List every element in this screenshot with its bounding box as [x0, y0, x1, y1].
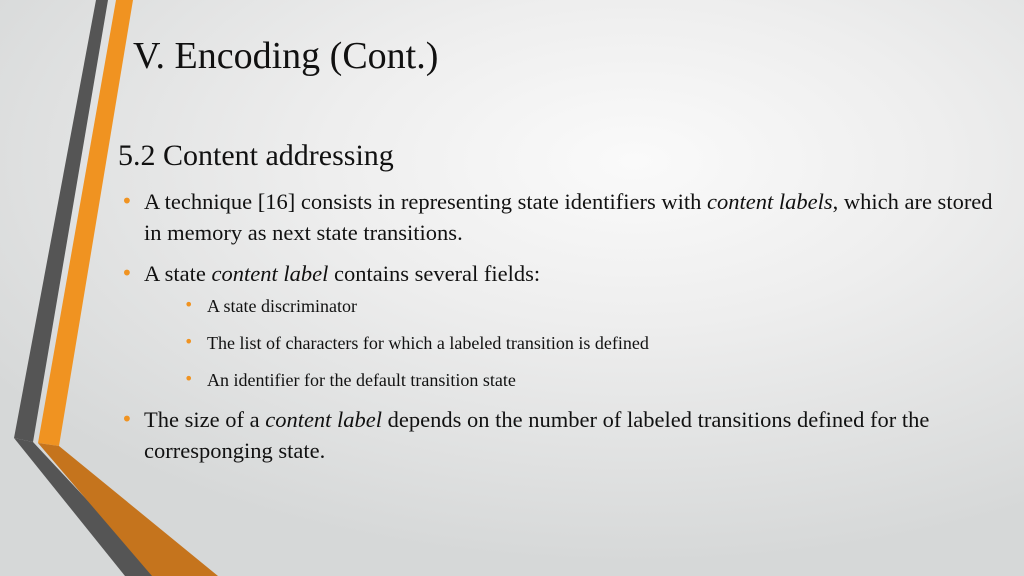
sub-bullet-item — [144, 330, 1008, 356]
bullet-text: , which are stored in memory as next state transitions. — [144, 189, 993, 245]
sub-bullet-item — [144, 293, 1008, 319]
bullet-icon: • — [121, 261, 133, 285]
bullet-text: The size of a — [144, 407, 266, 432]
bullet-italic-term: content label — [211, 261, 329, 286]
bullet-icon: • — [121, 189, 133, 213]
bullet-text: depends on the number of labeled transitions defined for the corresponging state. — [144, 407, 930, 463]
bullet-item-size — [118, 404, 1008, 466]
sub-bullet-icon: • — [184, 295, 194, 314]
sub-bullet-list — [144, 293, 1008, 393]
sub-bullet-icon: • — [184, 369, 194, 388]
bullet-item-fields — [118, 258, 1008, 393]
sub-bullet-item — [144, 367, 1008, 393]
bullet-italic-term: content labels — [707, 189, 833, 214]
slide-content — [118, 138, 1008, 476]
sub-bullet-text: The list of characters for which a labeled transition is defined — [207, 333, 649, 353]
bullet-icon: • — [121, 407, 133, 431]
bullet-text: A state — [144, 261, 212, 286]
slide-title: V. Encoding (Cont.) — [133, 35, 439, 77]
sub-bullet-text: An identifier for the default transition state — [207, 370, 516, 390]
section-heading: 5.2 Content addressing — [118, 139, 394, 172]
bullet-item-technique — [118, 186, 1008, 248]
bullet-list — [118, 186, 1008, 466]
bullet-italic-term: content label — [265, 407, 383, 432]
bullet-text: contains several fields: — [328, 261, 541, 286]
sub-bullet-icon: • — [184, 332, 194, 351]
bullet-text: A technique [16] consists in representing state identifiers with — [144, 189, 707, 214]
sub-bullet-text: A state discriminator — [207, 296, 357, 316]
